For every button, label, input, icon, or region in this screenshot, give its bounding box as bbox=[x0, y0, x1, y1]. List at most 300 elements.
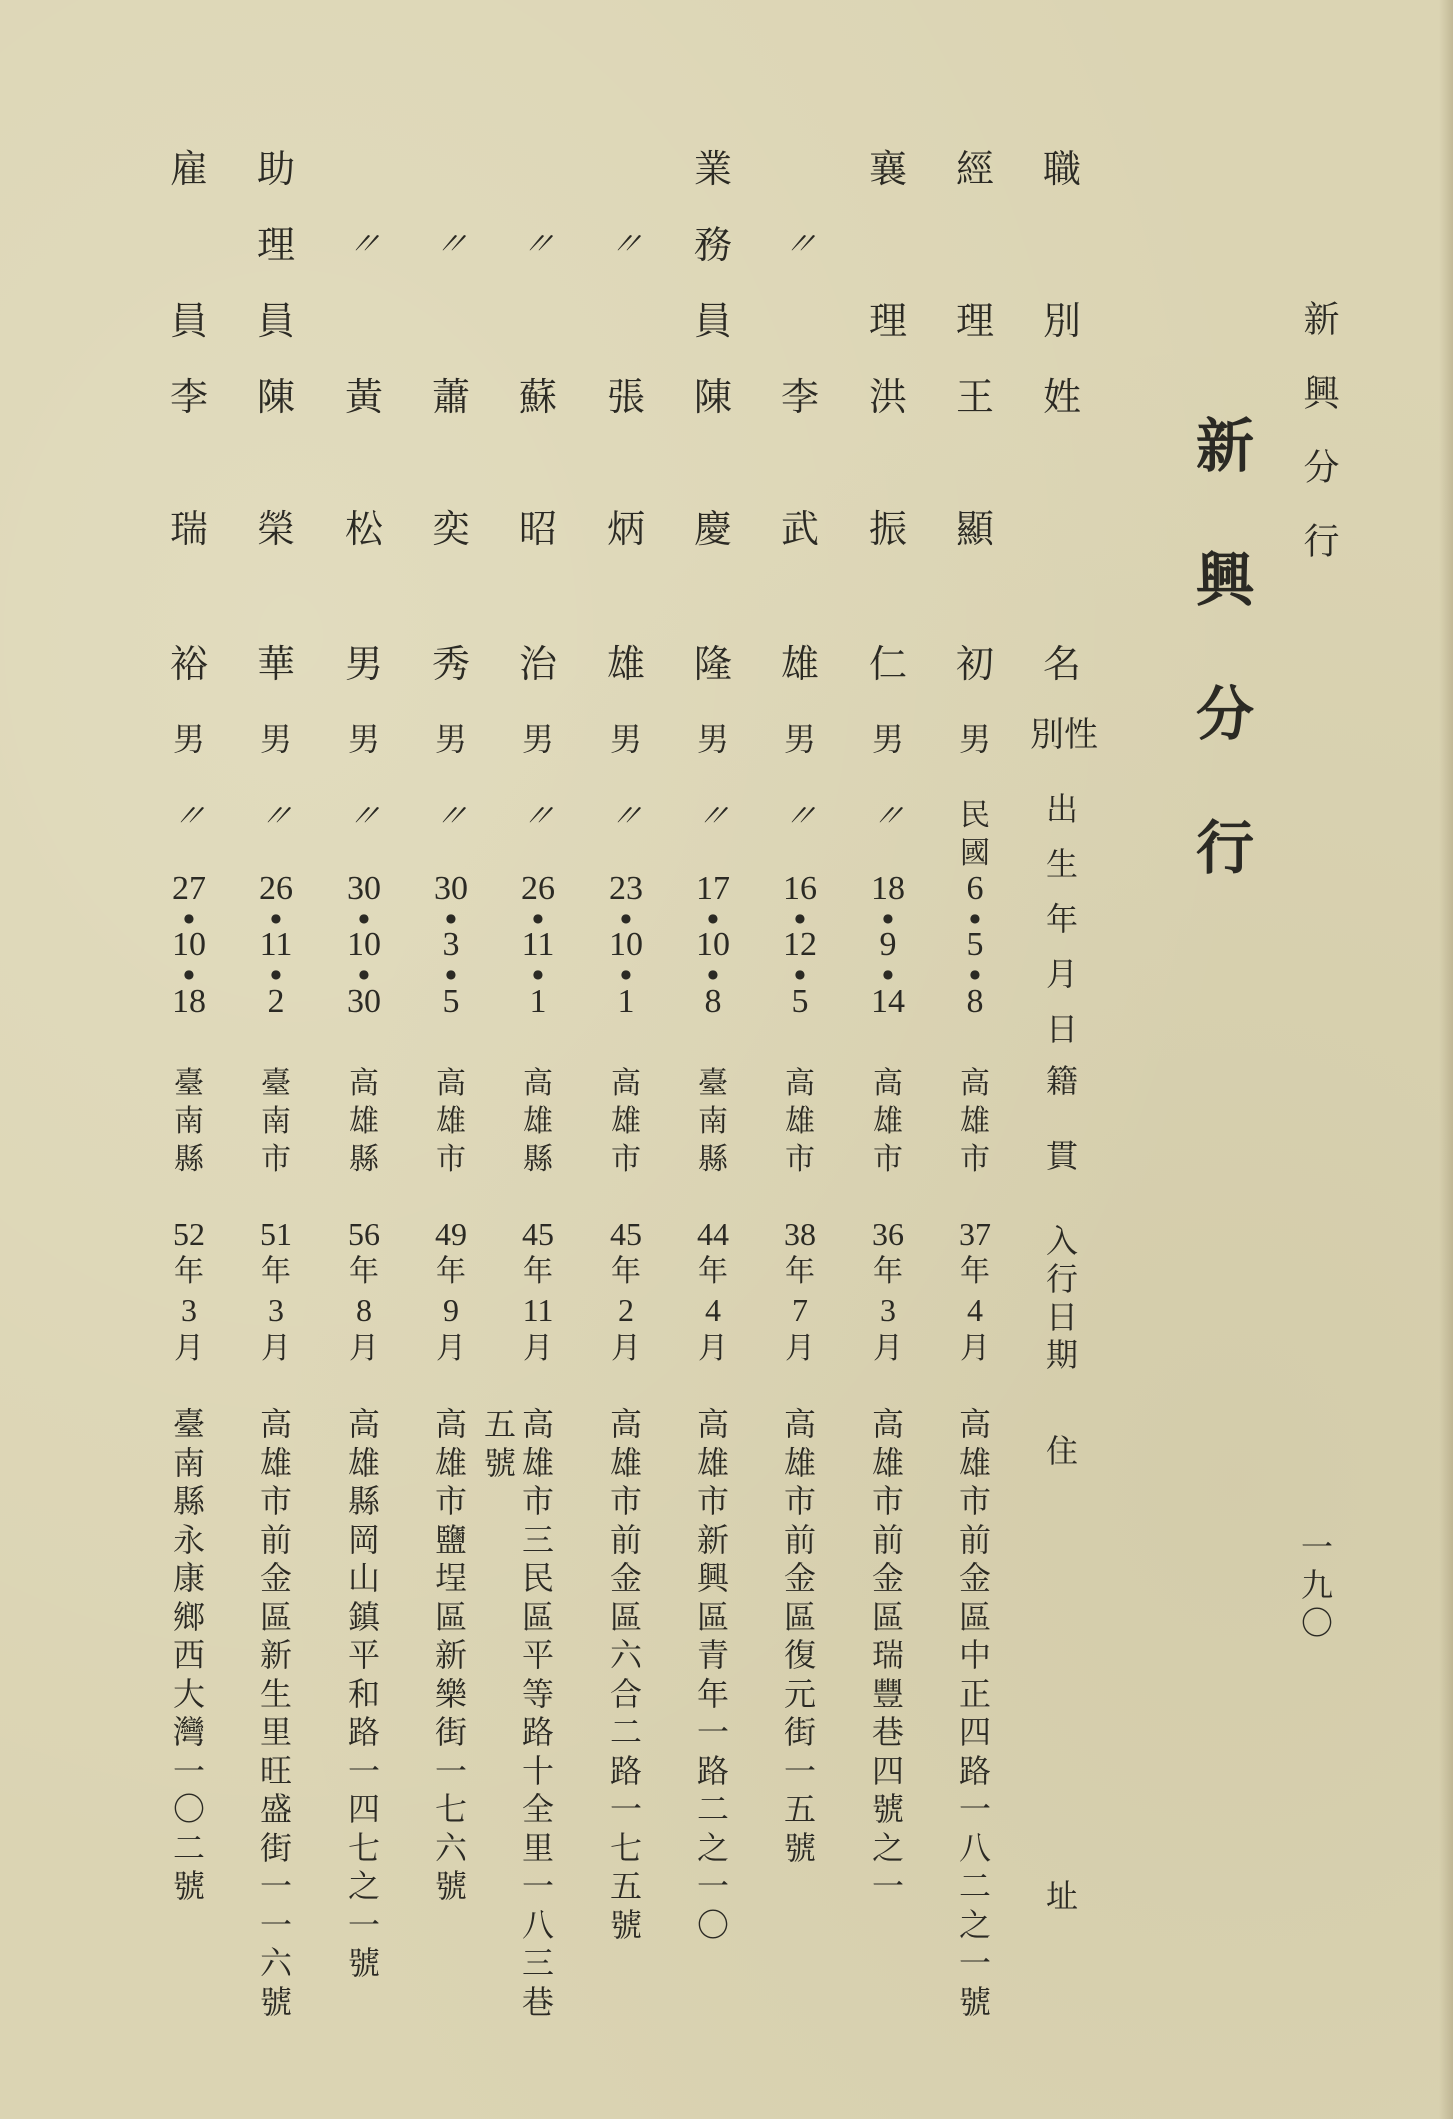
birth-year: 6 bbox=[966, 870, 984, 907]
row-address: 里 bbox=[259, 1713, 292, 1751]
join-year: 51 bbox=[260, 1216, 292, 1252]
birth-sep: ● bbox=[882, 911, 894, 925]
row-native-place: 雄 bbox=[349, 1104, 379, 1139]
birth-day: 30 bbox=[347, 983, 381, 1020]
row-address: 號 bbox=[609, 1905, 642, 1944]
row-address: 金 bbox=[871, 1559, 904, 1597]
join-month-label: 月 bbox=[349, 1331, 379, 1366]
header-birth-date: 出 bbox=[1045, 790, 1078, 828]
row-address: 縣 bbox=[172, 1482, 205, 1520]
row-address: 市 bbox=[696, 1482, 729, 1520]
row-address: 一 bbox=[259, 1905, 292, 1944]
row-address: 一 bbox=[434, 1751, 467, 1790]
header-name: 名 bbox=[1042, 642, 1081, 686]
birth-day: 18 bbox=[172, 983, 206, 1020]
row-native-place: 臺 bbox=[698, 1066, 728, 1101]
row-given-name: 武 bbox=[780, 507, 819, 551]
row-address: 區 bbox=[871, 1597, 904, 1636]
row-address: 之 bbox=[871, 1828, 904, 1867]
birth-era: 民 bbox=[960, 798, 990, 833]
row-address: 高 bbox=[259, 1405, 292, 1443]
birth-month: 5 bbox=[966, 926, 984, 963]
join-year-label: 年 bbox=[523, 1254, 553, 1289]
row-address: 三 bbox=[521, 1520, 554, 1559]
row-address: 縣 bbox=[347, 1482, 380, 1520]
row-address: 高 bbox=[871, 1405, 904, 1443]
row-address: 一 bbox=[521, 1867, 554, 1905]
row-address: 區 bbox=[434, 1597, 467, 1636]
birth-year: 26 bbox=[259, 870, 293, 907]
row-native-place: 雄 bbox=[436, 1104, 466, 1139]
row-address: 中 bbox=[958, 1636, 991, 1674]
birth-month: 10 bbox=[172, 926, 206, 963]
row-address: 前 bbox=[871, 1520, 904, 1559]
row-address: 元 bbox=[783, 1674, 816, 1713]
row-address: 年 bbox=[696, 1674, 729, 1713]
row-address: 一 bbox=[958, 1944, 991, 1982]
row-surname: 張 bbox=[606, 375, 645, 419]
join-month: 4 bbox=[705, 1292, 721, 1328]
birth-sep: ● bbox=[969, 967, 981, 981]
birth-sep: ● bbox=[707, 911, 719, 925]
row-address: 六 bbox=[434, 1828, 467, 1867]
row-address: 臺 bbox=[172, 1405, 205, 1443]
row-address: 區 bbox=[958, 1597, 991, 1636]
birth-sep: ● bbox=[270, 911, 282, 925]
header-title: 別 bbox=[1042, 299, 1081, 343]
row-address: 平 bbox=[521, 1636, 554, 1674]
join-month: 3 bbox=[181, 1292, 197, 1328]
birth-month: 12 bbox=[783, 926, 817, 963]
row-address: 市 bbox=[434, 1482, 467, 1520]
birth-day: 14 bbox=[871, 983, 905, 1020]
header-birth-date: 月 bbox=[1045, 955, 1078, 993]
row-address: 六 bbox=[609, 1636, 642, 1674]
row-gender: 男 bbox=[259, 720, 292, 758]
title-ditto: 〃 bbox=[516, 225, 560, 263]
row-address: 瑞 bbox=[871, 1636, 904, 1674]
row-given-name: 奕 bbox=[431, 507, 470, 551]
row-given-name: 振 bbox=[868, 507, 907, 551]
join-year-label: 年 bbox=[174, 1254, 204, 1289]
birth-sep: ● bbox=[532, 967, 544, 981]
birth-sep: ● bbox=[445, 911, 457, 925]
row-surname: 蕭 bbox=[431, 375, 470, 419]
row-native-place: 臺 bbox=[261, 1066, 291, 1101]
birth-month: 10 bbox=[609, 926, 643, 963]
row-address: 雄 bbox=[521, 1443, 554, 1482]
row-given-name: 初 bbox=[955, 642, 994, 686]
row-native-place: 雄 bbox=[785, 1104, 815, 1139]
row-address: 號 bbox=[172, 1867, 205, 1905]
row-address: 號 bbox=[434, 1867, 467, 1905]
row-address: 豐 bbox=[871, 1674, 904, 1713]
row-address: 金 bbox=[259, 1559, 292, 1597]
row-title: 雇 bbox=[169, 147, 208, 191]
birth-year: 30 bbox=[434, 870, 468, 907]
row-native-place: 南 bbox=[698, 1104, 728, 1139]
row-address: 街 bbox=[783, 1713, 816, 1751]
row-address: 七 bbox=[434, 1790, 467, 1828]
row-native-place: 高 bbox=[349, 1066, 379, 1101]
row-given-name: 昭 bbox=[518, 507, 557, 551]
row-native-place: 縣 bbox=[523, 1142, 553, 1177]
header-birth-date: 生 bbox=[1045, 845, 1078, 883]
row-title: 理 bbox=[955, 299, 994, 343]
row-address: 一 bbox=[696, 1867, 729, 1905]
row-address: 西 bbox=[172, 1636, 205, 1674]
row-title: 理 bbox=[256, 223, 295, 267]
row-address: 里 bbox=[521, 1828, 554, 1867]
row-address: 市 bbox=[521, 1482, 554, 1520]
row-address: 七 bbox=[347, 1828, 380, 1867]
birth-sep: ● bbox=[794, 911, 806, 925]
join-month-label: 月 bbox=[873, 1331, 903, 1366]
row-gender: 男 bbox=[958, 720, 991, 758]
row-native-place: 臺 bbox=[174, 1066, 204, 1101]
row-address: 號 bbox=[958, 1982, 991, 2021]
join-month: 11 bbox=[522, 1292, 554, 1328]
join-month-label: 月 bbox=[785, 1331, 815, 1366]
row-address: 樂 bbox=[434, 1674, 467, 1713]
header-address: 住 bbox=[1045, 1432, 1078, 1470]
row-address: 鎮 bbox=[347, 1597, 380, 1636]
birth-year: 23 bbox=[609, 870, 643, 907]
row-address: 前 bbox=[609, 1520, 642, 1559]
row-address: 一 bbox=[783, 1751, 816, 1790]
row-address: 一 bbox=[609, 1790, 642, 1828]
row-address-continued: 五 bbox=[483, 1405, 516, 1443]
join-year-label: 年 bbox=[261, 1254, 291, 1289]
header-name: 姓 bbox=[1042, 375, 1081, 419]
title-ditto: 〃 bbox=[429, 225, 473, 263]
header-address: 址 bbox=[1045, 1877, 1078, 1915]
join-month: 3 bbox=[268, 1292, 284, 1328]
row-address: 康 bbox=[172, 1559, 205, 1597]
birth-ditto: 〃 bbox=[342, 797, 386, 835]
row-address: 一 bbox=[696, 1713, 729, 1751]
birth-month: 3 bbox=[442, 926, 460, 963]
row-gender: 男 bbox=[172, 720, 205, 758]
birth-ditto: 〃 bbox=[167, 797, 211, 835]
running-header bbox=[1290, 300, 1346, 596]
row-given-name: 慶 bbox=[693, 507, 732, 551]
row-address: 雄 bbox=[871, 1443, 904, 1482]
birth-day: 2 bbox=[267, 983, 285, 1020]
join-month-label: 月 bbox=[960, 1331, 990, 1366]
row-address: 金 bbox=[958, 1559, 991, 1597]
row-address: 路 bbox=[958, 1751, 991, 1790]
birth-year: 27 bbox=[172, 870, 206, 907]
row-address: 雄 bbox=[696, 1443, 729, 1482]
header-native-place: 籍 bbox=[1045, 1062, 1078, 1100]
join-month-label: 月 bbox=[261, 1331, 291, 1366]
row-gender: 男 bbox=[434, 720, 467, 758]
birth-sep: ● bbox=[620, 911, 632, 925]
row-address: 二 bbox=[172, 1828, 205, 1867]
row-address: 金 bbox=[783, 1559, 816, 1597]
row-address: 鹽 bbox=[434, 1520, 467, 1559]
birth-month: 9 bbox=[879, 926, 897, 963]
row-native-place: 雄 bbox=[960, 1104, 990, 1139]
join-year: 38 bbox=[784, 1216, 816, 1252]
birth-year: 18 bbox=[871, 870, 905, 907]
row-address: 岡 bbox=[347, 1520, 380, 1559]
row-address: 號 bbox=[259, 1982, 292, 2021]
row-address: 路 bbox=[696, 1751, 729, 1790]
row-native-place: 高 bbox=[960, 1066, 990, 1101]
row-address: 永 bbox=[172, 1520, 205, 1559]
join-month-label: 月 bbox=[611, 1331, 641, 1366]
birth-ditto: 〃 bbox=[604, 797, 648, 835]
birth-year: 16 bbox=[783, 870, 817, 907]
row-address: 四 bbox=[958, 1713, 991, 1751]
row-address: 金 bbox=[609, 1559, 642, 1597]
row-given-name: 秀 bbox=[431, 642, 470, 686]
row-surname: 陳 bbox=[256, 375, 295, 419]
row-address: 路 bbox=[347, 1713, 380, 1751]
row-address: 路 bbox=[609, 1751, 642, 1790]
row-address: 六 bbox=[259, 1944, 292, 1982]
birth-day: 5 bbox=[791, 983, 809, 1020]
row-address: 雄 bbox=[958, 1443, 991, 1482]
birth-sep: ● bbox=[445, 967, 457, 981]
row-native-place: 南 bbox=[174, 1104, 204, 1139]
row-address: 雄 bbox=[259, 1443, 292, 1482]
join-year: 49 bbox=[435, 1216, 467, 1252]
row-address: 合 bbox=[609, 1674, 642, 1713]
join-month: 8 bbox=[356, 1292, 372, 1328]
row-title: 理 bbox=[868, 299, 907, 343]
row-native-place: 南 bbox=[261, 1104, 291, 1139]
join-month-label: 月 bbox=[436, 1331, 466, 1366]
row-address: 八 bbox=[958, 1828, 991, 1867]
title-ditto: 〃 bbox=[342, 225, 386, 263]
row-address: 雄 bbox=[347, 1443, 380, 1482]
row-surname: 陳 bbox=[693, 375, 732, 419]
row-given-name: 雄 bbox=[780, 642, 819, 686]
join-year: 45 bbox=[522, 1216, 554, 1252]
header-birth-date: 日 bbox=[1045, 1010, 1078, 1048]
row-address: 一 bbox=[871, 1867, 904, 1905]
row-native-place: 縣 bbox=[698, 1142, 728, 1177]
row-address: 區 bbox=[259, 1597, 292, 1636]
join-year: 36 bbox=[872, 1216, 904, 1252]
row-address: 盛 bbox=[259, 1790, 292, 1828]
row-address: 號 bbox=[783, 1828, 816, 1867]
row-title: 助 bbox=[256, 147, 295, 191]
header-join-date: 期 bbox=[1045, 1336, 1078, 1374]
row-address: 二 bbox=[609, 1713, 642, 1751]
row-address: 前 bbox=[259, 1520, 292, 1559]
row-address: 三 bbox=[521, 1944, 554, 1982]
row-address: 八 bbox=[521, 1905, 554, 1944]
row-native-place: 市 bbox=[261, 1142, 291, 1177]
join-year: 45 bbox=[610, 1216, 642, 1252]
row-native-place: 雄 bbox=[873, 1104, 903, 1139]
row-address: 民 bbox=[521, 1559, 554, 1597]
row-native-place: 雄 bbox=[523, 1104, 553, 1139]
header-birth-date: 年 bbox=[1045, 900, 1078, 938]
row-address: 全 bbox=[521, 1790, 554, 1828]
row-address: 一 bbox=[172, 1751, 205, 1790]
birth-sep: ● bbox=[620, 967, 632, 981]
birth-sep: ● bbox=[270, 967, 282, 981]
row-address: 復 bbox=[783, 1636, 816, 1674]
row-title: 業 bbox=[693, 147, 732, 191]
join-year-label: 年 bbox=[698, 1254, 728, 1289]
row-address: 市 bbox=[958, 1482, 991, 1520]
join-month: 7 bbox=[792, 1292, 808, 1328]
row-address: 七 bbox=[609, 1828, 642, 1867]
header-join-date: 入 bbox=[1045, 1222, 1078, 1260]
row-native-place: 高 bbox=[436, 1066, 466, 1101]
birth-sep: ● bbox=[794, 967, 806, 981]
row-given-name: 華 bbox=[256, 642, 295, 686]
row-address: 高 bbox=[609, 1405, 642, 1443]
row-given-name: 榮 bbox=[256, 507, 295, 551]
row-address: 巷 bbox=[871, 1713, 904, 1751]
row-given-name: 松 bbox=[344, 507, 383, 551]
join-year-label: 年 bbox=[873, 1254, 903, 1289]
birth-sep: ● bbox=[358, 967, 370, 981]
row-address: 鄉 bbox=[172, 1597, 205, 1636]
join-year-label: 年 bbox=[611, 1254, 641, 1289]
row-address: 區 bbox=[696, 1597, 729, 1636]
row-address: 市 bbox=[259, 1482, 292, 1520]
row-given-name: 雄 bbox=[606, 642, 645, 686]
birth-ditto: 〃 bbox=[691, 797, 735, 835]
row-surname: 王 bbox=[955, 375, 994, 419]
birth-ditto: 〃 bbox=[866, 797, 910, 835]
row-address: 埕 bbox=[434, 1559, 467, 1597]
row-gender: 男 bbox=[783, 720, 816, 758]
row-address: 新 bbox=[434, 1636, 467, 1674]
birth-sep: ● bbox=[183, 967, 195, 981]
row-address: 雄 bbox=[434, 1443, 467, 1482]
row-address: 一 bbox=[259, 1867, 292, 1905]
row-address: 高 bbox=[521, 1405, 554, 1443]
row-address: 市 bbox=[609, 1482, 642, 1520]
row-address: 街 bbox=[434, 1713, 467, 1751]
row-address: 大 bbox=[172, 1674, 205, 1713]
header-title: 職 bbox=[1042, 147, 1081, 191]
row-gender: 男 bbox=[696, 720, 729, 758]
birth-day: 8 bbox=[704, 983, 722, 1020]
join-month: 3 bbox=[880, 1292, 896, 1328]
birth-sep: ● bbox=[707, 967, 719, 981]
row-address: 一 bbox=[347, 1905, 380, 1944]
join-month-label: 月 bbox=[523, 1331, 553, 1366]
row-address: 雄 bbox=[783, 1443, 816, 1482]
row-address: 之 bbox=[696, 1828, 729, 1867]
row-native-place: 市 bbox=[785, 1142, 815, 1177]
join-month: 9 bbox=[443, 1292, 459, 1328]
birth-sep: ● bbox=[183, 911, 195, 925]
birth-sep: ● bbox=[969, 911, 981, 925]
birth-sep: ● bbox=[882, 967, 894, 981]
birth-month: 10 bbox=[696, 926, 730, 963]
row-address: 二 bbox=[958, 1867, 991, 1905]
row-address: 灣 bbox=[172, 1713, 205, 1751]
birth-day: 1 bbox=[617, 983, 635, 1020]
page-number bbox=[1290, 1530, 1340, 1644]
row-address: 前 bbox=[958, 1520, 991, 1559]
row-gender: 男 bbox=[609, 720, 642, 758]
header-join-date: 日 bbox=[1045, 1298, 1078, 1336]
row-address: 十 bbox=[521, 1751, 554, 1790]
birth-month: 10 bbox=[347, 926, 381, 963]
row-address: 正 bbox=[958, 1674, 991, 1713]
birth-month: 11 bbox=[521, 926, 555, 963]
row-given-name: 裕 bbox=[169, 642, 208, 686]
birth-ditto: 〃 bbox=[778, 797, 822, 835]
row-address: 平 bbox=[347, 1636, 380, 1674]
join-month: 4 bbox=[967, 1292, 983, 1328]
page-number-text: 一九〇 bbox=[1296, 1530, 1334, 1644]
row-address: 四 bbox=[871, 1751, 904, 1790]
join-month-label: 月 bbox=[698, 1331, 728, 1366]
row-title: 員 bbox=[169, 299, 208, 343]
birth-day: 1 bbox=[529, 983, 547, 1020]
row-surname: 李 bbox=[780, 375, 819, 419]
birth-year: 30 bbox=[347, 870, 381, 907]
row-title: 經 bbox=[955, 147, 994, 191]
row-address: 新 bbox=[696, 1520, 729, 1559]
row-address-continued: 號 bbox=[483, 1443, 516, 1482]
row-native-place: 高 bbox=[873, 1066, 903, 1101]
join-year-label: 年 bbox=[785, 1254, 815, 1289]
row-native-place: 雄 bbox=[611, 1104, 641, 1139]
header-native-place: 貫 bbox=[1045, 1137, 1078, 1175]
birth-year: 26 bbox=[521, 870, 555, 907]
row-address: 區 bbox=[783, 1597, 816, 1636]
birth-year: 17 bbox=[696, 870, 730, 907]
title-ditto: 〃 bbox=[778, 225, 822, 263]
row-address: 高 bbox=[958, 1405, 991, 1443]
row-given-name: 炳 bbox=[606, 507, 645, 551]
header-gender: 性別 bbox=[1030, 715, 1098, 755]
birth-day: 5 bbox=[442, 983, 460, 1020]
page-edge-shadow bbox=[1439, 0, 1453, 2119]
row-gender: 男 bbox=[871, 720, 904, 758]
row-address: 號 bbox=[871, 1790, 904, 1828]
row-address: 前 bbox=[783, 1520, 816, 1559]
row-address: 等 bbox=[521, 1674, 554, 1713]
row-native-place: 高 bbox=[523, 1066, 553, 1101]
row-address: 一 bbox=[958, 1790, 991, 1828]
row-address: 高 bbox=[347, 1405, 380, 1443]
row-title: 員 bbox=[693, 299, 732, 343]
row-address: 五 bbox=[783, 1790, 816, 1828]
header-join-date: 行 bbox=[1045, 1260, 1078, 1298]
birth-era: 國 bbox=[960, 836, 990, 871]
join-year-label: 年 bbox=[960, 1254, 990, 1289]
row-address: 之 bbox=[958, 1905, 991, 1944]
running-header-text: 新興分行 bbox=[1298, 300, 1339, 596]
row-address: 高 bbox=[696, 1405, 729, 1443]
row-address: 新 bbox=[259, 1636, 292, 1674]
birth-sep: ● bbox=[532, 911, 544, 925]
row-address: 旺 bbox=[259, 1751, 292, 1790]
row-address: 生 bbox=[259, 1674, 292, 1713]
birth-month: 11 bbox=[259, 926, 293, 963]
row-given-name: 仁 bbox=[868, 642, 907, 686]
row-title: 員 bbox=[256, 299, 295, 343]
row-native-place: 縣 bbox=[174, 1142, 204, 1177]
row-surname: 蘇 bbox=[518, 375, 557, 419]
row-address: 高 bbox=[434, 1405, 467, 1443]
